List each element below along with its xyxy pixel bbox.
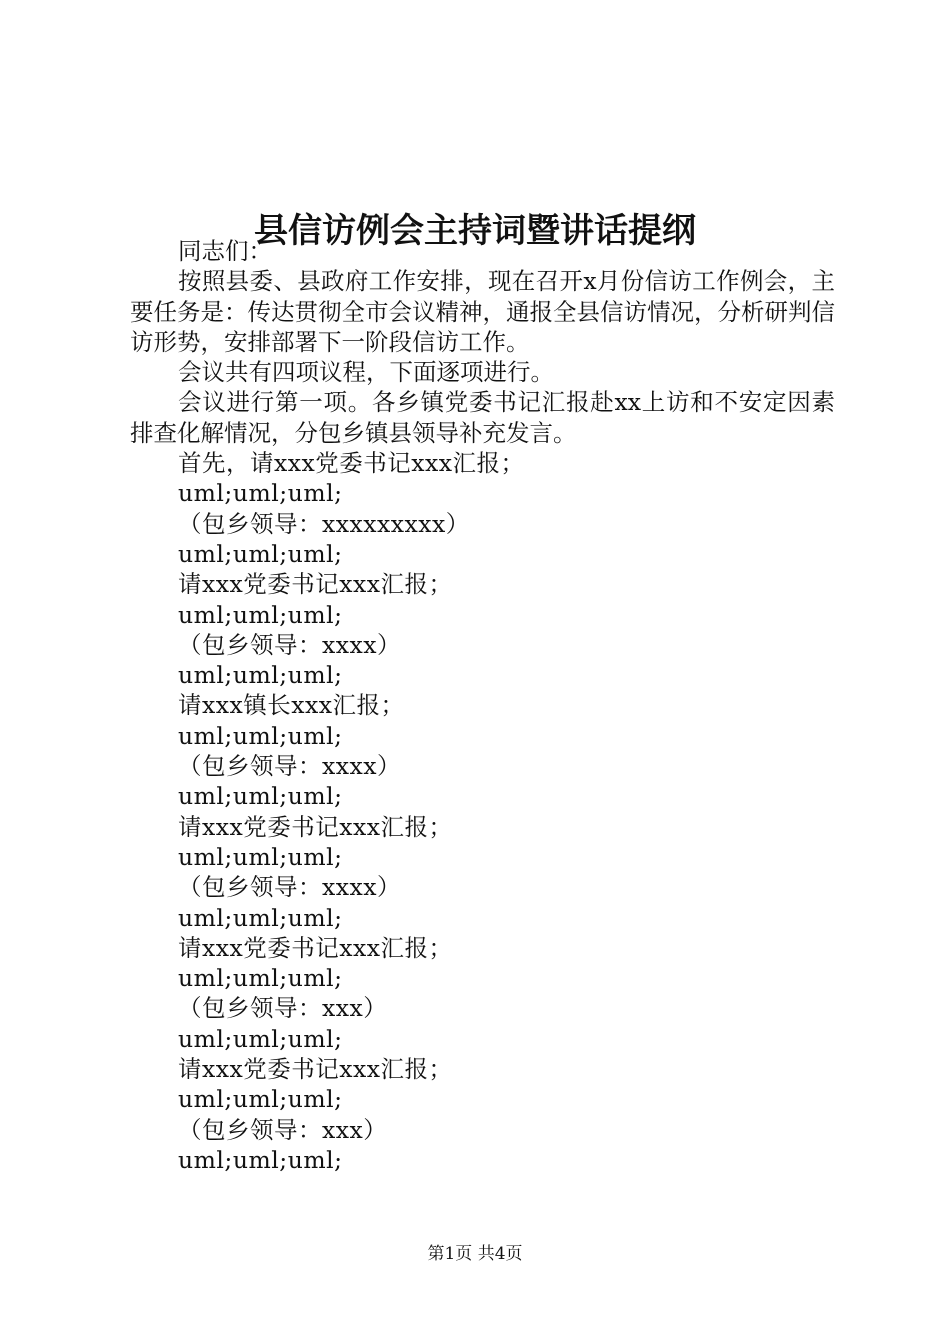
- body-line: uml;uml;uml;: [178, 600, 343, 629]
- document-title: 县信访例会主持词暨讲话提纲: [254, 210, 696, 251]
- body-line: uml;uml;uml;: [178, 842, 343, 871]
- body-line: uml;uml;uml;: [178, 964, 343, 993]
- body-line: uml;uml;uml;: [178, 1024, 343, 1053]
- body-line: uml;uml;uml;: [178, 903, 343, 932]
- body-line: （包乡领导：xxxx）: [178, 873, 402, 902]
- body-line: 首先，请xxx党委书记xxx汇报；: [178, 449, 525, 478]
- paragraph-intro: 按照县委、县政府工作安排，现在召开x月份信访工作例会，主要任务是：传达贯彻全市会议精神，通报全县信访情况，分析研判信访形势，安排部署下一阶段信访工作。: [130, 267, 835, 356]
- body-line: 请xxx党委书记xxx汇报；: [178, 812, 453, 841]
- body-line: 请xxx党委书记xxx汇报；: [178, 933, 453, 962]
- page-footer: 第1页 共4页: [427, 1244, 523, 1264]
- body-line: uml;uml;uml;: [178, 721, 343, 750]
- body-line: （包乡领导：xxxx）: [178, 630, 402, 659]
- paragraph-item-one: 会议进行第一项。各乡镇党委书记汇报赴xx上访和不安定因素排查化解情况，分包乡镇县领导补充发言。: [130, 388, 835, 447]
- salutation: 同志们：: [178, 237, 272, 265]
- body-line: 请xxx党委书记xxx汇报；: [178, 1055, 453, 1084]
- body-line: （包乡领导：xxxx）: [178, 752, 402, 781]
- body-line: （包乡领导：xxx）: [178, 1115, 388, 1144]
- body-line: uml;uml;uml;: [178, 1145, 343, 1174]
- body-line: 请xxx镇长xxx汇报；: [178, 691, 405, 720]
- paragraph-agenda: 会议共有四项议程，下面逐项进行。: [178, 358, 554, 387]
- body-line: uml;uml;uml;: [178, 782, 343, 811]
- body-line: uml;uml;uml;: [178, 479, 343, 508]
- body-line: （包乡领导：xxxxxxxxx）: [178, 509, 470, 538]
- body-line: （包乡领导：xxx）: [178, 994, 388, 1023]
- body-line: uml;uml;uml;: [178, 539, 343, 568]
- body-line: uml;uml;uml;: [178, 1085, 343, 1114]
- body-line: 请xxx党委书记xxx汇报；: [178, 570, 453, 599]
- body-line: uml;uml;uml;: [178, 661, 343, 690]
- document-body: [130, 236, 835, 1175]
